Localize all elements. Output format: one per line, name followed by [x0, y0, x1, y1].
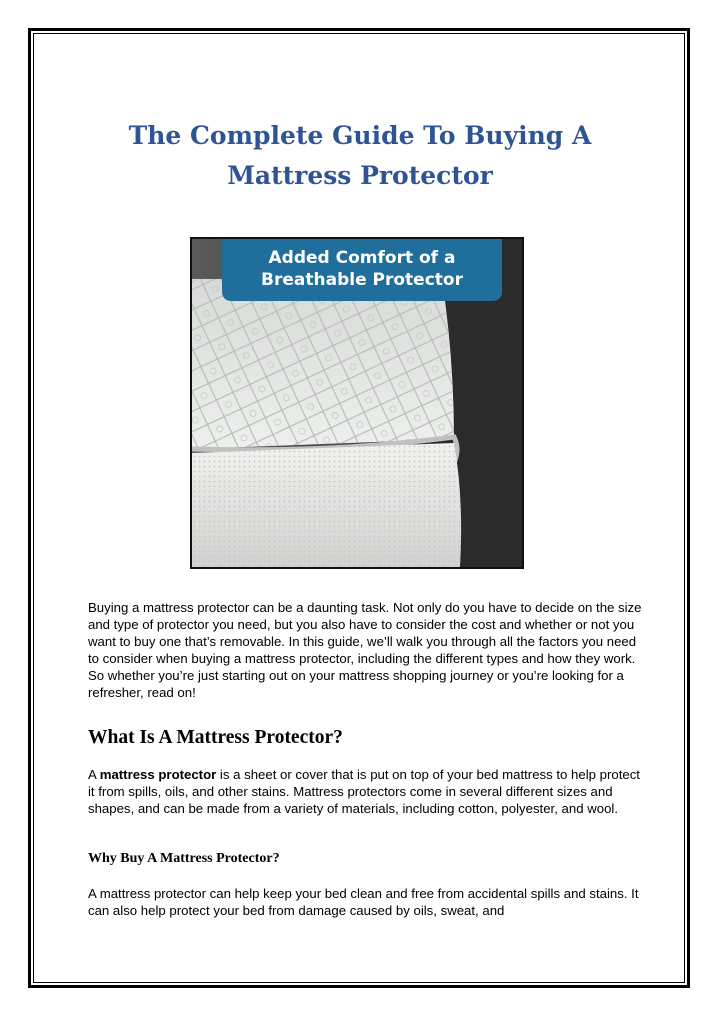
- title-line-2: Mattress Protector: [227, 161, 493, 190]
- intro-paragraph: Buying a mattress protector can be a daunting task. Not only do you have to decide on the size and type of protector you need, but you also have to consider the cost and whether or not you want to buy one that’s removable. In this guide, we’ll walk you through all the factors you need to consider when buying a mattress protector, including the different types and how they work. So whether you’re just starting out on your mattress shopping journey or you’re looking for a refresher, read on!: [88, 600, 642, 700]
- section-heading-what-is: What Is A Mattress Protector?: [88, 727, 343, 748]
- mattress-protector-photo: [190, 237, 524, 569]
- what-is-body: is a sheet or cover that is put on top of your bed mattress to help protect it from spills, oils, and other stains. Mattress protectors come in several different sizes and shapes, and can be made from a variety of materials, including cotton, polyester, and wool.: [88, 767, 640, 816]
- mattress-protector-term: mattress protector: [99, 767, 217, 782]
- banner-line-2: Breathable Protector: [261, 270, 463, 290]
- title-line-1: The Complete Guide To Buying A: [128, 121, 592, 150]
- what-is-paragraph: [88, 767, 648, 818]
- document-title: [60, 116, 660, 196]
- what-is-lead: A: [88, 767, 100, 782]
- banner-line-1: Added Comfort of a: [268, 248, 456, 268]
- section-heading-why-buy: Why Buy A Mattress Protector?: [88, 851, 280, 866]
- why-buy-paragraph: A mattress protector can help keep your bed clean and free from accidental spills and stains. It can also help protect your bed from damage caused by oils, sweat, and: [88, 886, 639, 918]
